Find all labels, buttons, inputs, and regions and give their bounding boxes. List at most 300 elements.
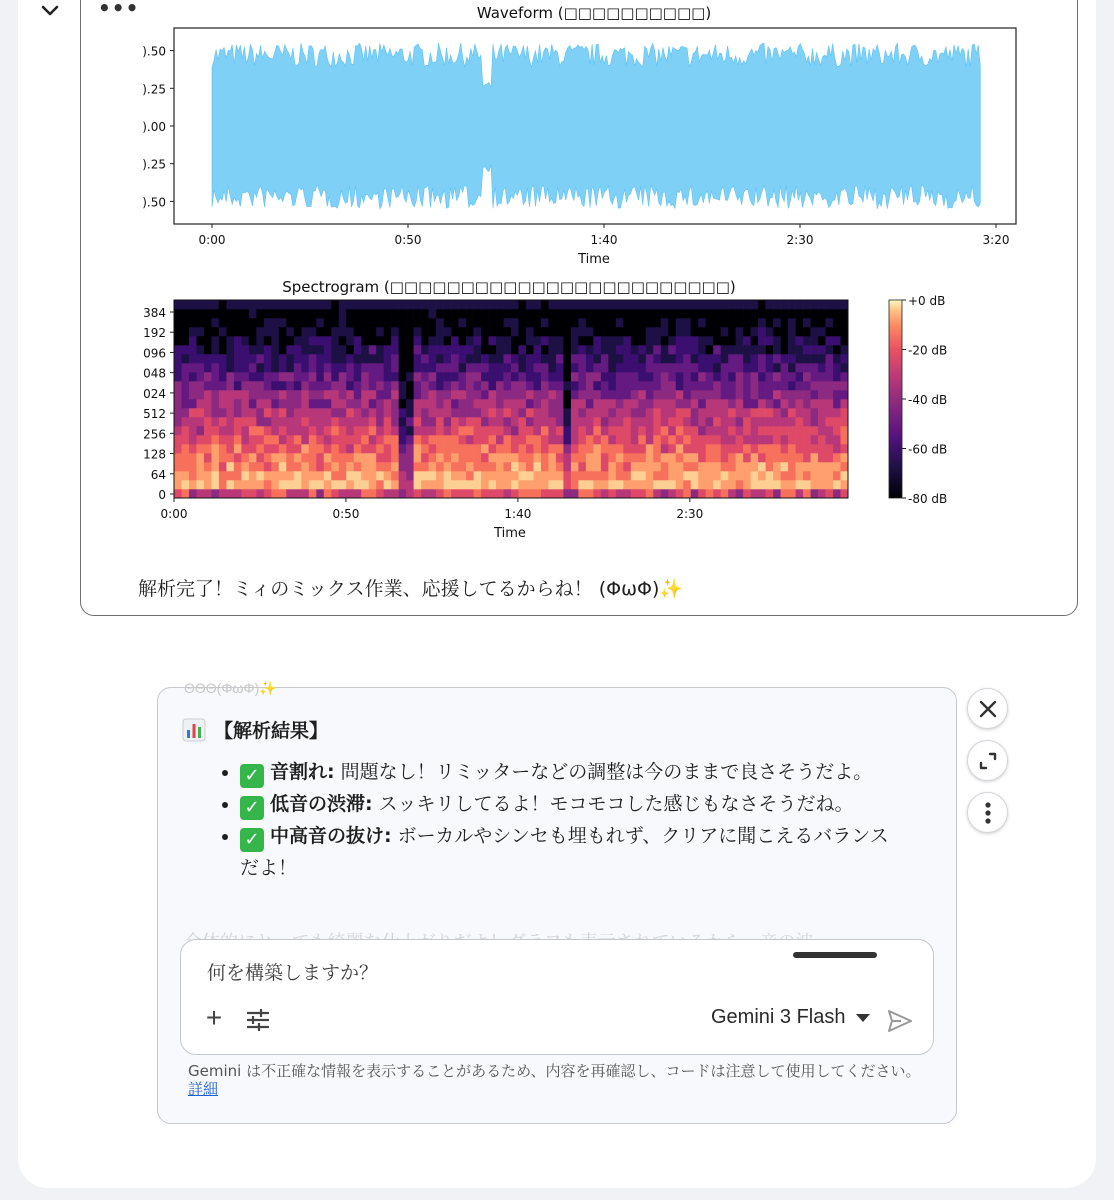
spectrogram-cell xyxy=(646,408,654,417)
spectrogram-cell xyxy=(219,309,227,318)
spectrogram-cell xyxy=(234,408,242,417)
spectrogram-cell xyxy=(833,435,841,444)
spectrogram-cell xyxy=(826,327,834,336)
spectrogram-cell xyxy=(743,318,751,327)
spectrogram-cell xyxy=(728,489,736,498)
spectrogram-cell xyxy=(376,453,384,462)
spectrogram-cell xyxy=(301,345,309,354)
spectrogram-cell xyxy=(781,462,789,471)
spectrogram-cell xyxy=(676,426,684,435)
spectrogram-cell xyxy=(196,318,204,327)
spectrogram-cell xyxy=(339,327,347,336)
spectrogram-cell xyxy=(384,399,392,408)
spectrogram-cell xyxy=(668,309,676,318)
spectrogram-cell xyxy=(518,444,526,453)
spectrogram-cell xyxy=(526,345,534,354)
spectrogram-cell xyxy=(676,462,684,471)
spectrogram-cell xyxy=(444,309,452,318)
spectrogram-cell xyxy=(369,453,377,462)
spectrogram-cell xyxy=(196,300,204,309)
spectrogram-cell xyxy=(653,408,661,417)
spectrogram-cell xyxy=(286,471,294,480)
spectrogram-cell xyxy=(249,354,257,363)
spectrogram-cell xyxy=(691,363,699,372)
spectrogram-cell xyxy=(728,390,736,399)
spectrogram-cell xyxy=(743,327,751,336)
spectrogram-cell xyxy=(646,354,654,363)
spectrogram-cell xyxy=(616,426,624,435)
spectrogram-cell xyxy=(489,381,497,390)
spectrogram-cell xyxy=(339,444,347,453)
spectrogram-cell xyxy=(653,309,661,318)
spectrogram-cell xyxy=(444,426,452,435)
spectrogram-cell xyxy=(811,363,819,372)
spectrogram-cell xyxy=(668,399,676,408)
spectrogram-cell xyxy=(264,381,272,390)
spectrogram-cell xyxy=(751,435,759,444)
spectrogram-cell xyxy=(601,336,609,345)
spectrogram-cell xyxy=(781,444,789,453)
spectrogram-cell xyxy=(181,480,189,489)
spectrogram-cell xyxy=(489,471,497,480)
spectrogram-cell xyxy=(189,381,197,390)
spectrogram-cell xyxy=(698,435,706,444)
spectrogram-cell xyxy=(421,453,429,462)
spectrogram-cell xyxy=(556,417,564,426)
spectrogram-cell xyxy=(773,408,781,417)
more-options-button[interactable]: ••• xyxy=(98,0,140,20)
spectrogram-cell xyxy=(608,381,616,390)
spectrogram-ytick-label: 192 xyxy=(143,326,166,341)
spectrogram-cell xyxy=(706,453,714,462)
spectrogram-cell xyxy=(271,309,279,318)
spectrogram-cell xyxy=(691,336,699,345)
spectrogram-cell xyxy=(474,435,482,444)
spectrogram-cell xyxy=(174,417,182,426)
spectrogram-cell xyxy=(316,435,324,444)
spectrogram-cell xyxy=(414,327,422,336)
spectrogram-cell xyxy=(788,399,796,408)
spectrogram-cell xyxy=(803,390,811,399)
spectrogram-cell xyxy=(548,309,556,318)
spectrogram-cell xyxy=(646,381,654,390)
spectrogram-cell xyxy=(563,309,571,318)
spectrogram-cell xyxy=(271,390,279,399)
spectrogram-cell xyxy=(504,363,512,372)
spectrogram-xtick-label: 0:50 xyxy=(332,507,360,521)
spectrogram-cell xyxy=(796,408,804,417)
spectrogram-cell xyxy=(504,480,512,489)
spectrogram-cell xyxy=(826,444,834,453)
tools-icon[interactable] xyxy=(245,1008,271,1032)
spectrogram-cell xyxy=(466,489,474,498)
spectrogram-cell xyxy=(586,417,594,426)
spectrogram-cell xyxy=(736,327,744,336)
spectrogram-cell xyxy=(444,354,452,363)
spectrogram-cell xyxy=(736,417,744,426)
spectrogram-ytick-label: 024 xyxy=(143,386,166,401)
spectrogram-cell xyxy=(271,327,279,336)
spectrogram-cell xyxy=(826,435,834,444)
spectrogram-cell xyxy=(414,426,422,435)
spectrogram-cell xyxy=(459,408,467,417)
spectrogram-cell xyxy=(376,480,384,489)
spectrogram-cell xyxy=(294,435,302,444)
spectrogram-cell xyxy=(668,300,676,309)
spectrogram-cell xyxy=(788,453,796,462)
spectrogram-cell xyxy=(286,372,294,381)
spectrogram-cell xyxy=(204,417,212,426)
spectrogram-cell xyxy=(608,408,616,417)
spectrogram-cell xyxy=(811,444,819,453)
spectrogram-cell xyxy=(698,345,706,354)
spectrogram-cell xyxy=(833,390,841,399)
prompt-input[interactable]: 何を構築しますか？ xyxy=(207,962,379,984)
spectrogram-cell xyxy=(623,372,631,381)
spectrogram-cell xyxy=(174,318,182,327)
spectrogram-cell xyxy=(758,426,766,435)
spectrogram-cell xyxy=(444,318,452,327)
spectrogram-cell xyxy=(354,462,362,471)
spectrogram-cell xyxy=(316,408,324,417)
spectrogram-cell xyxy=(406,318,414,327)
spectrogram-cell xyxy=(728,345,736,354)
spectrogram-cell xyxy=(204,489,212,498)
spectrogram-cell xyxy=(354,453,362,462)
spectrogram-cell xyxy=(608,426,616,435)
spectrogram-cell xyxy=(204,345,212,354)
spectrogram-cell xyxy=(661,300,669,309)
spectrogram-cell xyxy=(204,363,212,372)
spectrogram-cell xyxy=(616,300,624,309)
spectrogram-cell xyxy=(436,444,444,453)
spectrogram-cell xyxy=(189,309,197,318)
spectrogram-cell xyxy=(593,327,601,336)
spectrogram-cell xyxy=(256,336,264,345)
spectrogram-cell xyxy=(533,318,541,327)
spectrogram-cell xyxy=(841,471,849,480)
spectrogram-cell xyxy=(316,480,324,489)
spectrogram-cell xyxy=(181,435,189,444)
spectrogram-cell xyxy=(234,462,242,471)
spectrogram-cell xyxy=(234,390,242,399)
spectrogram-cell xyxy=(324,444,332,453)
prompt-input-box[interactable] xyxy=(180,939,934,1055)
drag-handle[interactable] xyxy=(793,952,877,958)
spectrogram-cell xyxy=(691,390,699,399)
spectrogram-cell xyxy=(743,435,751,444)
colorbar-tick-label: -80 dB xyxy=(908,492,948,506)
spectrogram-cell xyxy=(826,408,834,417)
spectrogram-cell xyxy=(279,309,287,318)
spectrogram-cell xyxy=(481,417,489,426)
spectrogram-cell xyxy=(489,480,497,489)
spectrogram-cell xyxy=(406,462,414,471)
spectrogram-cell xyxy=(294,372,302,381)
spectrogram-cell xyxy=(578,345,586,354)
details-link[interactable]: 詳細 xyxy=(188,1080,219,1098)
spectrogram-cell xyxy=(713,327,721,336)
spectrogram-cell xyxy=(526,372,534,381)
spectrogram-cell xyxy=(728,363,736,372)
spectrogram-cell xyxy=(511,435,519,444)
spectrogram-cell xyxy=(571,354,579,363)
spectrogram-cell xyxy=(653,336,661,345)
spectrogram-cell xyxy=(339,390,347,399)
spectrogram-cell xyxy=(316,453,324,462)
spectrogram-cell xyxy=(811,318,819,327)
spectrogram-cell xyxy=(541,327,549,336)
spectrogram-cell xyxy=(728,426,736,435)
spectrogram-cell xyxy=(706,426,714,435)
spectrogram-cell xyxy=(616,417,624,426)
spectrogram-cell xyxy=(541,354,549,363)
spectrogram-cell xyxy=(736,390,744,399)
spectrogram-cell xyxy=(264,363,272,372)
spectrogram-cell xyxy=(256,471,264,480)
spectrogram-cell xyxy=(653,444,661,453)
spectrogram-cell xyxy=(346,345,354,354)
spectrogram-cell xyxy=(548,336,556,345)
more-button[interactable] xyxy=(967,792,1008,833)
spectrogram-cell xyxy=(181,336,189,345)
spectrogram-cell xyxy=(196,390,204,399)
spectrogram-cell xyxy=(698,336,706,345)
send-icon[interactable] xyxy=(887,1009,913,1033)
spectrogram-cell xyxy=(489,390,497,399)
spectrogram-cell xyxy=(301,318,309,327)
spectrogram-cell xyxy=(826,390,834,399)
spectrogram-cell xyxy=(339,426,347,435)
spectrogram-cell xyxy=(301,363,309,372)
spectrogram-cell xyxy=(841,462,849,471)
spectrogram-cell xyxy=(369,489,377,498)
spectrogram-cell xyxy=(316,390,324,399)
spectrogram-cell xyxy=(346,462,354,471)
spectrogram-cell xyxy=(264,399,272,408)
spectrogram-cell xyxy=(811,453,819,462)
spectrogram-cell xyxy=(406,399,414,408)
spectrogram-cell xyxy=(638,318,646,327)
spectrogram-cell xyxy=(698,453,706,462)
spectrogram-cell xyxy=(316,399,324,408)
spectrogram-cell xyxy=(459,300,467,309)
spectrogram-cell xyxy=(631,480,639,489)
spectrogram-cell xyxy=(511,399,519,408)
spectrogram-cell xyxy=(548,489,556,498)
spectrogram-cell xyxy=(616,408,624,417)
spectrogram-cell xyxy=(294,390,302,399)
spectrogram-cell xyxy=(818,327,826,336)
spectrogram-cell xyxy=(751,426,759,435)
spectrogram-cell xyxy=(713,453,721,462)
spectrogram-cell xyxy=(676,453,684,462)
waveform-xtick-label: 0:00 xyxy=(198,233,226,247)
expand-button[interactable] xyxy=(967,740,1008,781)
spectrogram-cell xyxy=(586,363,594,372)
spectrogram-cell xyxy=(376,300,384,309)
spectrogram-cell xyxy=(653,435,661,444)
spectrogram-cell xyxy=(841,318,849,327)
spectrogram-cell xyxy=(721,300,729,309)
spectrogram-cell xyxy=(571,390,579,399)
spectrogram-cell xyxy=(174,354,182,363)
spectrogram-cell xyxy=(466,318,474,327)
spectrogram-cell xyxy=(429,300,437,309)
spectrogram-cell xyxy=(279,327,287,336)
spectrogram-cell xyxy=(324,318,332,327)
spectrogram-cell xyxy=(683,453,691,462)
spectrogram-cell xyxy=(661,363,669,372)
close-button[interactable] xyxy=(967,688,1008,729)
spectrogram-cell xyxy=(436,390,444,399)
spectrogram-cell xyxy=(309,372,317,381)
spectrogram-cell xyxy=(256,480,264,489)
spectrogram-cell xyxy=(818,480,826,489)
spectrogram-cell xyxy=(773,381,781,390)
spectrogram-cell xyxy=(556,453,564,462)
spectrogram-cell xyxy=(668,381,676,390)
spectrogram-cell xyxy=(309,480,317,489)
spectrogram-cell xyxy=(256,444,264,453)
spectrogram-cell xyxy=(174,327,182,336)
spectrogram-cell xyxy=(376,444,384,453)
spectrogram-cell xyxy=(578,408,586,417)
spectrogram-cell xyxy=(676,417,684,426)
spectrogram-cell xyxy=(196,426,204,435)
spectrogram-cell xyxy=(683,336,691,345)
spectrogram-cell xyxy=(616,471,624,480)
spectrogram-cell xyxy=(226,480,234,489)
spectrogram-cell xyxy=(511,471,519,480)
spectrogram-cell xyxy=(324,426,332,435)
spectrogram-cell xyxy=(429,372,437,381)
spectrogram-cell xyxy=(556,327,564,336)
spectrogram-cell xyxy=(646,435,654,444)
spectrogram-cell xyxy=(646,300,654,309)
spectrogram-cell xyxy=(459,372,467,381)
spectrogram-cell xyxy=(646,318,654,327)
spectrogram-cell xyxy=(301,390,309,399)
spectrogram-cell xyxy=(421,399,429,408)
spectrogram-cell xyxy=(241,426,249,435)
spectrogram-cell xyxy=(586,453,594,462)
spectrogram-cell xyxy=(361,327,369,336)
spectrogram-cell xyxy=(631,399,639,408)
spectrogram-cell xyxy=(653,489,661,498)
spectrogram-cell xyxy=(294,381,302,390)
spectrogram-cell xyxy=(204,300,212,309)
spectrogram-cell xyxy=(691,453,699,462)
spectrogram-cell xyxy=(736,318,744,327)
spectrogram-cell xyxy=(661,399,669,408)
spectrogram-cell xyxy=(474,390,482,399)
spectrogram-cell xyxy=(833,381,841,390)
spectrogram-cell xyxy=(601,309,609,318)
spectrogram-cell xyxy=(541,372,549,381)
spectrogram-cell xyxy=(653,462,661,471)
spectrogram-cell xyxy=(309,363,317,372)
spectrogram-cell xyxy=(796,390,804,399)
spectrogram-cell xyxy=(174,390,182,399)
spectrogram-cell xyxy=(781,381,789,390)
spectrogram-cell xyxy=(429,471,437,480)
spectrogram-cell xyxy=(743,444,751,453)
spectrogram-cell xyxy=(526,399,534,408)
spectrogram-cell xyxy=(811,399,819,408)
spectrogram-cell xyxy=(211,309,219,318)
spectrogram-cell xyxy=(788,408,796,417)
spectrogram-cell xyxy=(661,381,669,390)
spectrogram-cell xyxy=(698,390,706,399)
collapse-button[interactable] xyxy=(36,0,64,22)
spectrogram-cell xyxy=(301,489,309,498)
spectrogram-ytick-label: 096 xyxy=(143,346,166,361)
spectrogram-cell xyxy=(683,390,691,399)
spectrogram-cell xyxy=(713,381,721,390)
spectrogram-cell xyxy=(713,345,721,354)
spectrogram-cell xyxy=(264,453,272,462)
spectrogram-cell xyxy=(249,372,257,381)
spectrogram-cell xyxy=(563,372,571,381)
spectrogram-cell xyxy=(728,435,736,444)
spectrogram-cell xyxy=(841,489,849,498)
add-attachment-button[interactable]: + xyxy=(205,1002,223,1033)
spectrogram-cell xyxy=(803,336,811,345)
spectrogram-cell xyxy=(354,354,362,363)
spectrogram-cell xyxy=(451,309,459,318)
spectrogram-cell xyxy=(234,327,242,336)
spectrogram-cell xyxy=(444,462,452,471)
spectrogram-cell xyxy=(294,417,302,426)
model-selector[interactable] xyxy=(711,1006,870,1029)
spectrogram-cell xyxy=(518,417,526,426)
spectrogram-cell xyxy=(563,381,571,390)
spectrogram-cell xyxy=(361,372,369,381)
spectrogram-cell xyxy=(743,372,751,381)
spectrogram-cell xyxy=(758,345,766,354)
spectrogram-cell xyxy=(429,363,437,372)
spectrogram-cell xyxy=(803,318,811,327)
spectrogram-cell xyxy=(803,489,811,498)
spectrogram-cell xyxy=(481,435,489,444)
spectrogram-cell xyxy=(698,489,706,498)
spectrogram-cell xyxy=(496,489,504,498)
spectrogram-cell xyxy=(721,453,729,462)
spectrogram-cell xyxy=(474,417,482,426)
spectrogram-cell xyxy=(728,336,736,345)
spectrogram-cell xyxy=(504,354,512,363)
spectrogram-cell xyxy=(841,390,849,399)
spectrogram-cell xyxy=(399,372,407,381)
spectrogram-cell xyxy=(593,417,601,426)
spectrogram-cell xyxy=(638,426,646,435)
spectrogram-cell xyxy=(811,336,819,345)
spectrogram-cell xyxy=(466,435,474,444)
chevron-down-icon xyxy=(41,5,59,17)
spectrogram-cell xyxy=(331,471,339,480)
spectrogram-cell xyxy=(511,300,519,309)
spectrogram-cell xyxy=(189,372,197,381)
spectrogram-cell xyxy=(803,471,811,480)
spectrogram-cell xyxy=(563,300,571,309)
spectrogram-cell xyxy=(189,453,197,462)
spectrogram-cell xyxy=(833,462,841,471)
spectrogram-cell xyxy=(646,480,654,489)
spectrogram-cell xyxy=(751,480,759,489)
spectrogram-cell xyxy=(279,417,287,426)
spectrogram-cell xyxy=(264,354,272,363)
